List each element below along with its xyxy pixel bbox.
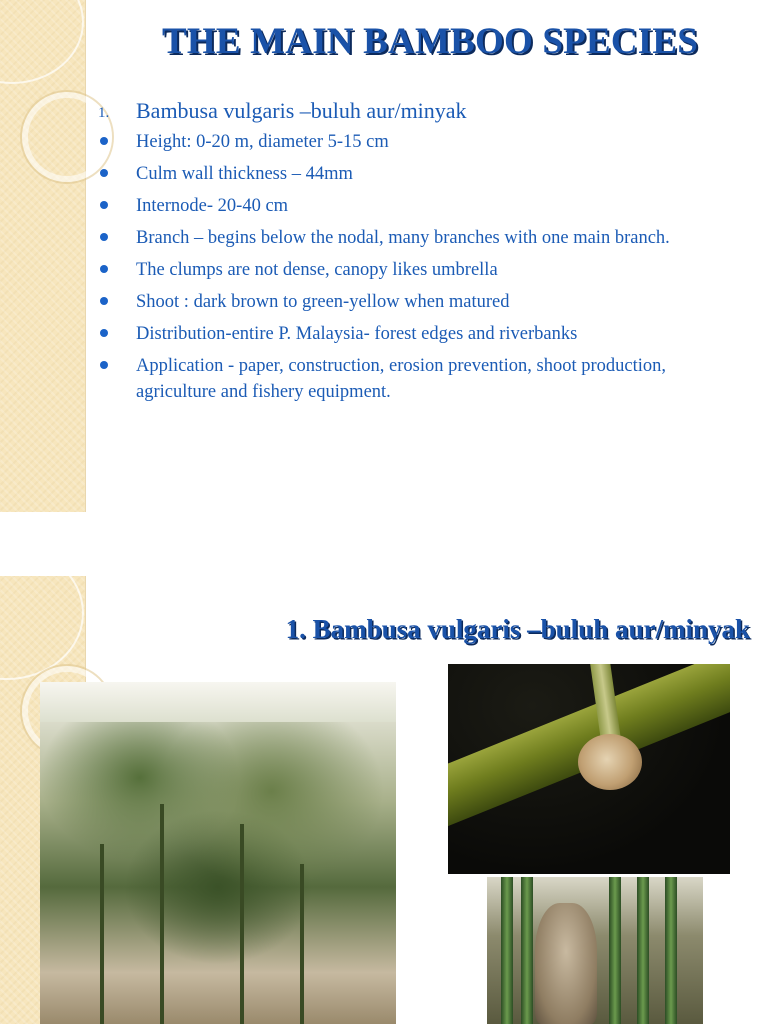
photo-sheath [535, 903, 597, 1024]
photo-bud [578, 734, 642, 790]
slide-title: 1. Bambusa vulgaris –buluh aur/minyak [285, 614, 750, 644]
list-item [96, 321, 696, 347]
species-details-list [96, 96, 696, 411]
species-name: Bambusa vulgaris –buluh aur/minyak [136, 98, 467, 123]
list-item [96, 257, 696, 283]
bullet-icon [100, 329, 108, 337]
bullet-text: Distribution-entire P. Malaysia- forest edges and riverbanks [136, 324, 578, 344]
decorative-arc [0, 576, 84, 680]
bamboo-node-photo [448, 664, 730, 874]
page-title: THE MAIN BAMBOO SPECIES [161, 21, 699, 62]
bullet-icon [100, 201, 108, 209]
photo-cane [501, 877, 513, 1024]
bamboo-clump-photo [40, 682, 396, 1024]
photo-cane [521, 877, 533, 1024]
list-item [96, 193, 696, 219]
slide-2 [0, 576, 768, 1024]
list-item [96, 96, 696, 126]
bullet-text: Culm wall thickness – 44mm [136, 164, 353, 184]
photo-stem [300, 864, 304, 1024]
bullet-icon [100, 137, 108, 145]
bullet-icon [100, 265, 108, 273]
item-number: 1. [98, 105, 110, 121]
bamboo-shoots-photo [487, 877, 703, 1024]
list-item [96, 129, 696, 155]
bullet-icon [100, 297, 108, 305]
list-item [96, 225, 696, 251]
bullet-text: Branch – begins below the nodal, many branches with one main branch. [136, 228, 670, 248]
photo-stem [160, 804, 164, 1024]
bullet-text: The clumps are not dense, canopy likes umbrella [136, 260, 498, 280]
list-item [96, 161, 696, 187]
bullet-icon [100, 169, 108, 177]
bullet-icon [100, 361, 108, 369]
list-item [96, 353, 696, 405]
photo-stem [100, 844, 104, 1024]
bullet-text: Application - paper, construction, erosion prevention, shoot production, agriculture and fishery equipment. [136, 356, 666, 402]
decorative-band [0, 0, 86, 512]
decorative-arc [0, 0, 84, 84]
list-item [96, 289, 696, 315]
bullet-text: Shoot : dark brown to green-yellow when matured [136, 292, 510, 312]
bullet-text: Height: 0-20 m, diameter 5-15 cm [136, 132, 389, 152]
photo-cane [637, 877, 649, 1024]
photo-sky [40, 682, 396, 722]
photo-cane [609, 877, 621, 1024]
bullet-icon [100, 233, 108, 241]
bullet-text: Internode- 20-40 cm [136, 196, 289, 216]
photo-stem [240, 824, 244, 1024]
photo-cane [665, 877, 677, 1024]
